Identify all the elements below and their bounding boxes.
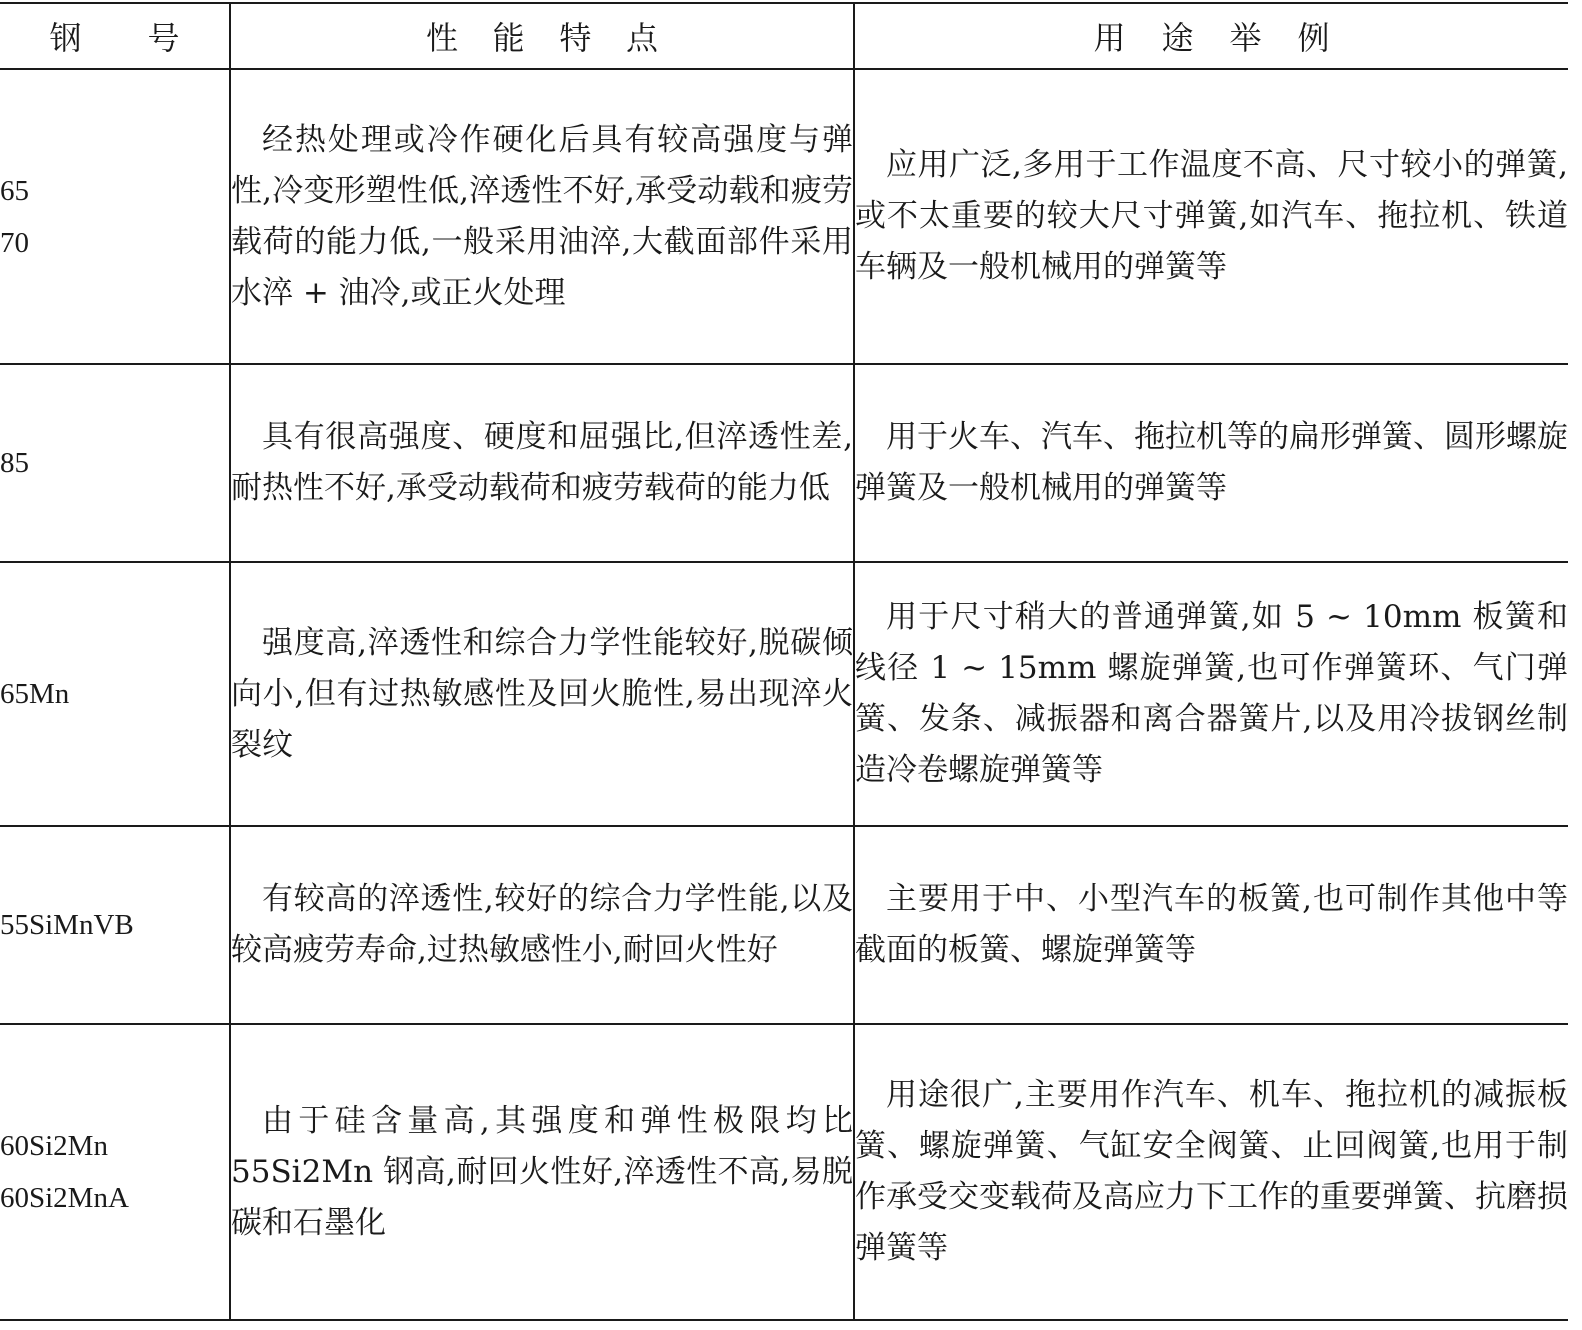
grade-cell	[0, 69, 230, 364]
table-row	[0, 826, 1568, 1024]
header-properties	[230, 3, 854, 69]
grade-cell	[0, 562, 230, 826]
header-applications-char: 例	[1297, 19, 1330, 57]
header-properties-char: 能	[492, 19, 525, 57]
properties-text: 有较高的淬透性,较好的综合力学性能,以及较高疲劳寿命,过热敏感性小,耐回火性好	[231, 881, 853, 968]
applications-cell	[854, 364, 1568, 562]
header-grade-char: 号	[147, 19, 180, 57]
header-row	[0, 3, 1568, 69]
applications-text: 用于火车、汽车、拖拉机等的扁形弹簧、圆形螺旋弹簧及一般机械用的弹簧等	[855, 419, 1568, 506]
applications-cell	[854, 1024, 1568, 1320]
properties-cell	[230, 1024, 854, 1320]
table-row	[0, 1024, 1568, 1320]
grade-cell	[0, 364, 230, 562]
grade-label: 70	[0, 226, 29, 259]
header-applications-char: 举	[1229, 19, 1262, 57]
header-properties-char: 性	[426, 19, 459, 57]
properties-text: 强度高,淬透性和综合力学性能较好,脱碳倾向小,但有过热敏感性及回火脆性,易出现淬火裂纹	[231, 624, 853, 763]
grade-label: 65	[0, 174, 29, 207]
header-applications-char: 途	[1161, 19, 1194, 57]
properties-cell	[230, 69, 854, 364]
grade-cell	[0, 1024, 230, 1320]
grade-label: 65Mn	[0, 678, 70, 710]
header-applications-char: 用	[1093, 19, 1126, 57]
applications-cell	[854, 69, 1568, 364]
header-properties-char: 特	[559, 19, 592, 57]
applications-cell	[854, 826, 1568, 1024]
table-body	[0, 69, 1568, 1320]
applications-text: 主要用于中、小型汽车的板簧,也可制作其他中等截面的板簧、螺旋弹簧等	[855, 881, 1568, 968]
table-row	[0, 364, 1568, 562]
header-grade-char: 钢	[49, 19, 82, 57]
grade-label: 55SiMnVB	[0, 909, 134, 941]
grade-label: 85	[0, 447, 29, 479]
steel-properties-table	[0, 2, 1568, 1321]
header-applications	[854, 3, 1568, 69]
header-properties-char: 点	[625, 19, 658, 57]
header-grade	[0, 3, 230, 69]
grade-label: 60Si2MnA	[0, 1182, 129, 1214]
properties-cell	[230, 364, 854, 562]
table-row	[0, 69, 1568, 364]
grade-cell	[0, 826, 230, 1024]
applications-text: 用于尺寸稍大的普通弹簧,如 5 ~ 10mm 板簧和线径 1 ~ 15mm 螺旋弹簧,也可作弹簧环、气门弹簧、发条、减振器和离合器簧片,以及用冷拔钢丝制造冷卷螺旋弹簧等	[855, 599, 1568, 788]
properties-cell	[230, 562, 854, 826]
properties-cell	[230, 826, 854, 1024]
properties-text: 具有很高强度、硬度和屈强比,但淬透性差,耐热性不好,承受动载荷和疲劳载荷的能力低	[231, 419, 853, 506]
properties-text: 由于硅含量高,其强度和弹性极限均比 55Si2Mn 钢高,耐回火性好,淬透性不高,易脱碳和石墨化	[231, 1102, 853, 1241]
table-header	[0, 3, 1568, 69]
applications-text: 用途很广,主要用作汽车、机车、拖拉机的减振板簧、螺旋弹簧、气缸安全阀簧、止回阀簧,也用于制作承受交变载荷及高应力下工作的重要弹簧、抗磨损弹簧等	[855, 1077, 1568, 1266]
properties-text: 经热处理或冷作硬化后具有较高强度与弹性,冷变形塑性低,淬透性不好,承受动载和疲劳载荷的能力低,一般采用油淬,大截面部件采用水淬 + 油冷,或正火处理	[231, 121, 853, 311]
table-row	[0, 562, 1568, 826]
applications-cell	[854, 562, 1568, 826]
applications-text: 应用广泛,多用于工作温度不高、尺寸较小的弹簧,或不太重要的较大尺寸弹簧,如汽车、拖拉机、铁道车辆及一般机械用的弹簧等	[855, 147, 1568, 285]
grade-label: 60Si2Mn	[0, 1130, 108, 1162]
